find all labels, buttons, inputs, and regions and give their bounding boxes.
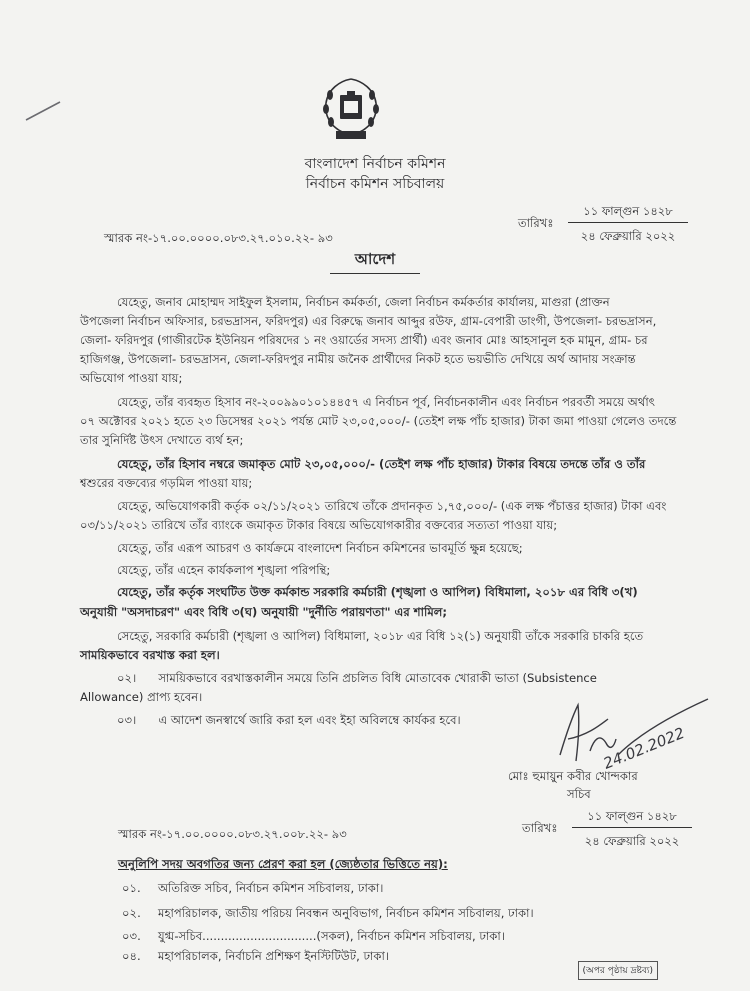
body-line: উপজেলা নির্বাচন অফিসার, চরভদ্রাসন, ফরিদপুর) এর বিরুদ্ধে জনাব আব্দুর রউফ, গ্রাম-বেপারী ডাংগী, উপজেলা- চরভদ্রাসন, [80, 314, 657, 328]
body-line: যেহেতু, তাঁর কর্তৃক সংঘটিত উক্ত কর্মকান্ড সরকারি কর্মচারী (শৃঙ্খলা ও আপিল) বিধিমালা, ২০১৮ এর বিধি ৩(খ) [117, 585, 638, 599]
date-gregorian-2: ২৪ ফেব্রুয়ারি ২০২২ [584, 834, 680, 848]
cc-number: ০১. [122, 881, 141, 895]
cc-item: মহাপরিচালক, জাতীয় পরিচয় নিবন্ধন অনুবিভাগ, নির্বাচন কমিশন সচিবালয়, ঢাকা। [158, 906, 534, 920]
memo-date-2 [572, 808, 692, 849]
election-commission-seal-icon [318, 75, 384, 143]
cc-item: অতিরিক্ত সচিব, নির্বাচন কমিশন সচিবালয়, ঢাকা। [158, 881, 384, 895]
body-line: যেহেতু, তাঁর হিসাব নম্বরে জমাকৃত মোট ২৩,০৫,০০০/- (তেইশ লক্ষ পাঁচ হাজার) টাকার বিষয়ে তদন্তে তাঁর ও তাঁর [117, 457, 646, 471]
signature-date: 24.02.2022 [600, 723, 688, 773]
body-line: যেহেতু, তাঁর ব্যবহৃত হিসাব নং-২০০৯৯০১০১৪৪৫৭ এ নির্বাচন পূর্ব, নির্বাচনকালীন এবং নির্বাচন পরবর্তী সময়ে অর্থাৎ [117, 395, 655, 409]
date-label: তারিখঃ [518, 216, 554, 230]
body-line: Allowance) প্রাপ্য হবেন। [80, 690, 203, 704]
cc-number: ০৩. [122, 929, 141, 943]
body-line: অভিযোগ পাওয়া যায়; [80, 371, 183, 385]
body-line: ০৩। এ আদেশ জনস্বার্থে জারি করা হল এবং ইহা অবিলম্বে কার্যকর হবে। [117, 713, 461, 727]
body-line: যেহেতু, তাঁর এহেন কার্যকলাপ শৃঙ্খলা পরিপন্থি; [117, 563, 331, 577]
cc-number: ০৪. [122, 949, 141, 963]
body-line: যেহেতু, জনাব মোহাম্মদ সাইফুল ইসলাম, নির্বাচন কর্মকর্তা, জেলা নির্বাচন কর্মকর্তার কার্যালয়, মাগুরা (প্রাক্তন [117, 295, 610, 309]
date-gregorian: ২৪ ফেব্রুয়ারি ২০২২ [580, 229, 676, 243]
body-line: অনুযায়ী "অসদাচরণ" এবং বিধি ৩(ঘ) অনুযায়ী "দুর্নীতি পরায়ণতা" এর শামিল; [80, 605, 448, 619]
body-line: সেহেতু, সরকারি কর্মচারী (শৃঙ্খলা ও আপিল) বিধিমালা, ২০১৮ এর বিধি ১২(১) অনুযায়ী তাঁকে সরকারি চাকরি হতে [117, 629, 644, 643]
body-line: ০৩/১১/২০২১ তারিখে তাঁর ব্যাংকে জমাকৃত টাকার বিষয়ে অভিযোগকারীর বক্তব্যের সত্যতা পাওয়া যায়; [80, 518, 558, 532]
body-line: যেহেতু, তাঁর এরূপ আচরণ ও কার্যক্রমে বাংলাদেশ নির্বাচন কমিশনের ভাবমূর্তি ক্ষুন্ন হয়েছে; [117, 541, 523, 555]
memo-ref-number-2: স্মারক নং-১৭.০০.০০০০.০৮৩.২৭.০০৮.২২- ৯৩ [118, 827, 347, 841]
body-line: জেলা- ফরিদপুর (গাজীরটেক ইউনিয়ন পরিষদের ১ নং ওয়ার্ডের সদস্য প্রার্থী) এবং জনাব মোঃ আহসানুল হক মামুন, গ্রাম- চর [80, 333, 648, 347]
org-name: বাংলাদেশ নির্বাচন কমিশন [304, 156, 446, 172]
order-title: আদেশ [330, 248, 420, 274]
body-line: তার সুনির্দিষ্ট উৎস দেখাতে ব্যর্থ হন; [80, 433, 244, 447]
body-line: যেহেতু, অভিযোগকারী কর্তৃক ০২/১১/২০২১ তারিখে তাঁকে প্রদানকৃত ১,৭৫,০০০/- (এক লক্ষ পঁচাত্তর হাজার) টাকা এবং [117, 499, 667, 513]
body-line: সাময়িকভাবে বরখাস্ত করা হল। [80, 648, 220, 662]
signatory-name: মোঃ হুমায়ুন কবীর খোন্দকার [508, 769, 638, 783]
date-label-2: তারিখঃ [522, 821, 558, 835]
cc-heading: অনুলিপি সদয় অবগতির জন্য প্রেরণ করা হল (জ্যেষ্ঠতার ভিত্তিতে নয়): [118, 857, 448, 871]
cc-item: যুগ্ম-সচিব...............................(সকল), নির্বাচন কমিশন সচিবালয়, ঢাকা। [158, 929, 505, 943]
date-bangla: ১১ ফাল্গুন ১৪২৮ [568, 203, 688, 223]
org-secretariat: নির্বাচন কমিশন সচিবালয় [305, 176, 445, 192]
signatory-designation: সচিব [567, 787, 591, 801]
date-bangla-2: ১১ ফাল্গুন ১৪২৮ [572, 808, 692, 828]
body-line: ০৭ অক্টোবর ২০২১ হতে ২৩ ডিসেম্বর ২০২১ পর্যন্ত মোট ২৩,০৫,০০০/- (তেইশ লক্ষ পাঁচ হাজার) টাকা জমা পাওয়া গেলেও তদন্তে [80, 414, 677, 428]
cc-number: ০২. [122, 906, 141, 920]
body-line: ০২। সাময়িকভাবে বরখাস্তকালীন সময়ে তিনি প্রচলিত বিধি মোতাবেক খোরাকী ভাতা (Subsistence [117, 671, 597, 685]
body-line: শ্বশুরের বক্তব্যের গড়মিল পাওয়া যায়; [80, 476, 253, 490]
body-line: হাজিগঞ্জ, উপজেলা- চরভদ্রাসন, জেলা-ফরিদপুর নামীয় জনৈক প্রার্থীদের নিকট হতে ভয়ভীতি দেখিয়ে অর্থ আদায় সংক্রান্ত [80, 352, 636, 366]
memo-ref-number: স্মারক নং-১৭.০০.০০০০.০৮৩.২৭.০১০.২২- ৯৩ [104, 231, 333, 245]
cc-item: মহাপরিচালক, নির্বাচনি প্রশিক্ষণ ইনস্টিটিউট, ঢাকা। [158, 949, 390, 963]
continue-note: (অপর পৃষ্ঠায় দ্রষ্টব্য) [578, 961, 658, 980]
memo-date [568, 203, 688, 244]
pen-mark [24, 98, 64, 124]
